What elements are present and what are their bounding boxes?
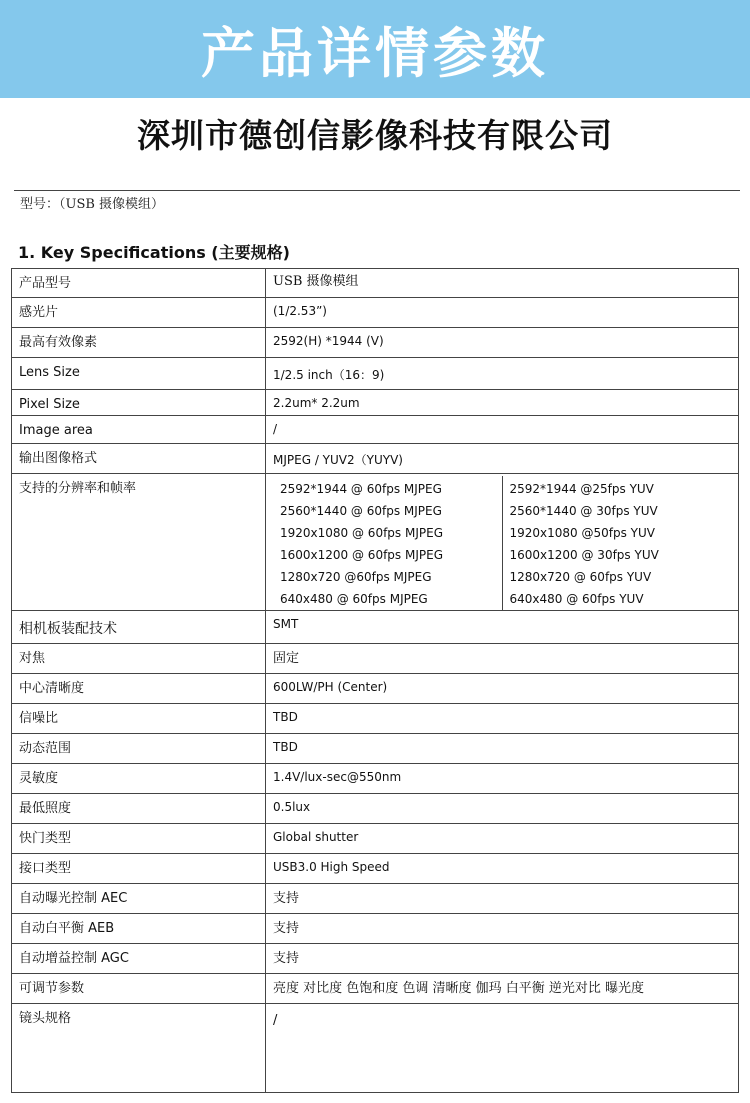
- row-label: 接口类型: [12, 854, 266, 884]
- row-label: 相机板装配技术: [12, 611, 266, 644]
- table-row: [12, 611, 739, 644]
- row-label: 自动增益控制 AGC: [12, 944, 266, 974]
- list-item: 2560*1440 @ 60fps MJPEG: [280, 504, 442, 518]
- row-label: 对焦: [12, 644, 266, 674]
- table-row: [12, 328, 739, 358]
- row-value: 支持: [266, 914, 739, 944]
- list-item: 1920x1080 @50fps YUV: [509, 526, 655, 540]
- row-value: USB 摄像模组: [266, 269, 739, 298]
- table-row: [12, 854, 739, 884]
- row-value: SMT: [266, 611, 739, 644]
- row-value: 1/2.5 inch（16：9): [266, 358, 739, 390]
- table-row: [12, 1004, 739, 1093]
- row-value: 2.2um* 2.2um: [266, 390, 739, 416]
- row-label: Pixel Size: [12, 390, 266, 416]
- mjpeg-list: [273, 476, 503, 610]
- table-row: [12, 390, 739, 416]
- list-item: 2560*1440 @ 30fps YUV: [509, 504, 658, 518]
- spec-table: [11, 268, 739, 1093]
- row-label: 镜头规格: [12, 1004, 266, 1093]
- row-value: TBD: [266, 704, 739, 734]
- table-row: [12, 764, 739, 794]
- row-value: TBD: [266, 734, 739, 764]
- row-label: 灵敏度: [12, 764, 266, 794]
- row-value: USB3.0 High Speed: [266, 854, 739, 884]
- row-value: /: [266, 1004, 739, 1093]
- list-item: 1600x1200 @ 60fps MJPEG: [280, 548, 443, 562]
- list-item: 2592*1944 @ 60fps MJPEG: [280, 482, 442, 496]
- model-line: 型号：（USB 摄像模组）: [20, 197, 165, 212]
- list-item: 1920x1080 @ 60fps MJPEG: [280, 526, 443, 540]
- list-item: 2592*1944 @25fps YUV: [509, 482, 654, 496]
- row-label: 感光片: [12, 298, 266, 328]
- table-row: [12, 444, 739, 474]
- row-label: Lens Size: [12, 358, 266, 390]
- row-label: 最高有效像素: [12, 328, 266, 358]
- resolution-cell: [266, 474, 739, 611]
- row-label: 可调节参数: [12, 974, 266, 1004]
- list-item: 1280x720 @ 60fps YUV: [509, 570, 652, 584]
- row-value: 600LW/PH (Center): [266, 674, 739, 704]
- table-row: [12, 644, 739, 674]
- row-label: 快门类型: [12, 824, 266, 854]
- company-name: 深圳市德创信影像科技有限公司: [137, 116, 613, 155]
- row-value: 2592(H) *1944 (V): [266, 328, 739, 358]
- divider: [14, 190, 740, 191]
- table-row: [12, 914, 739, 944]
- row-value: (1/2.53”): [266, 298, 739, 328]
- row-label: Image area: [12, 416, 266, 444]
- row-label: 动态范围: [12, 734, 266, 764]
- row-label: 自动白平衡 AEB: [12, 914, 266, 944]
- table-row: [12, 944, 739, 974]
- row-label: 信噪比: [12, 704, 266, 734]
- row-value: 固定: [266, 644, 739, 674]
- list-item: 640x480 @ 60fps MJPEG: [280, 592, 428, 606]
- table-row: [12, 269, 739, 298]
- table-row: [12, 474, 739, 611]
- header-banner: [0, 0, 750, 98]
- table-row: [12, 358, 739, 390]
- table-row: [12, 416, 739, 444]
- table-row: [12, 674, 739, 704]
- row-label: 最低照度: [12, 794, 266, 824]
- table-row: [12, 734, 739, 764]
- row-value: 0.5lux: [266, 794, 739, 824]
- row-value: 支持: [266, 944, 739, 974]
- row-value: 亮度 对比度 色饱和度 色调 清晰度 伽玛 白平衡 逆光对比 曝光度: [266, 974, 739, 1004]
- table-row: [12, 704, 739, 734]
- row-value: MJPEG / YUV2（YUYV): [266, 444, 739, 474]
- row-label: 产品型号: [12, 269, 266, 298]
- list-item: 1280x720 @60fps MJPEG: [280, 570, 432, 584]
- table-row: [12, 974, 739, 1004]
- row-value: 1.4V/lux-sec@550nm: [266, 764, 739, 794]
- row-label: 自动曝光控制 AEC: [12, 884, 266, 914]
- table-row: [12, 298, 739, 328]
- table-row: [12, 794, 739, 824]
- row-value: Global shutter: [266, 824, 739, 854]
- row-label: 支持的分辨率和帧率: [12, 474, 266, 611]
- table-row: [12, 884, 739, 914]
- list-item: 640x480 @ 60fps YUV: [509, 592, 644, 606]
- row-label: 中心清晰度: [12, 674, 266, 704]
- yuv-list: [503, 476, 732, 610]
- table-row: [12, 824, 739, 854]
- section-heading: 1. Key Specifications (主要规格): [18, 243, 290, 262]
- list-item: 1600x1200 @ 30fps YUV: [509, 548, 659, 562]
- banner-title: 产品详情参数: [201, 21, 549, 85]
- row-label: 输出图像格式: [12, 444, 266, 474]
- row-value: /: [266, 416, 739, 444]
- row-value: 支持: [266, 884, 739, 914]
